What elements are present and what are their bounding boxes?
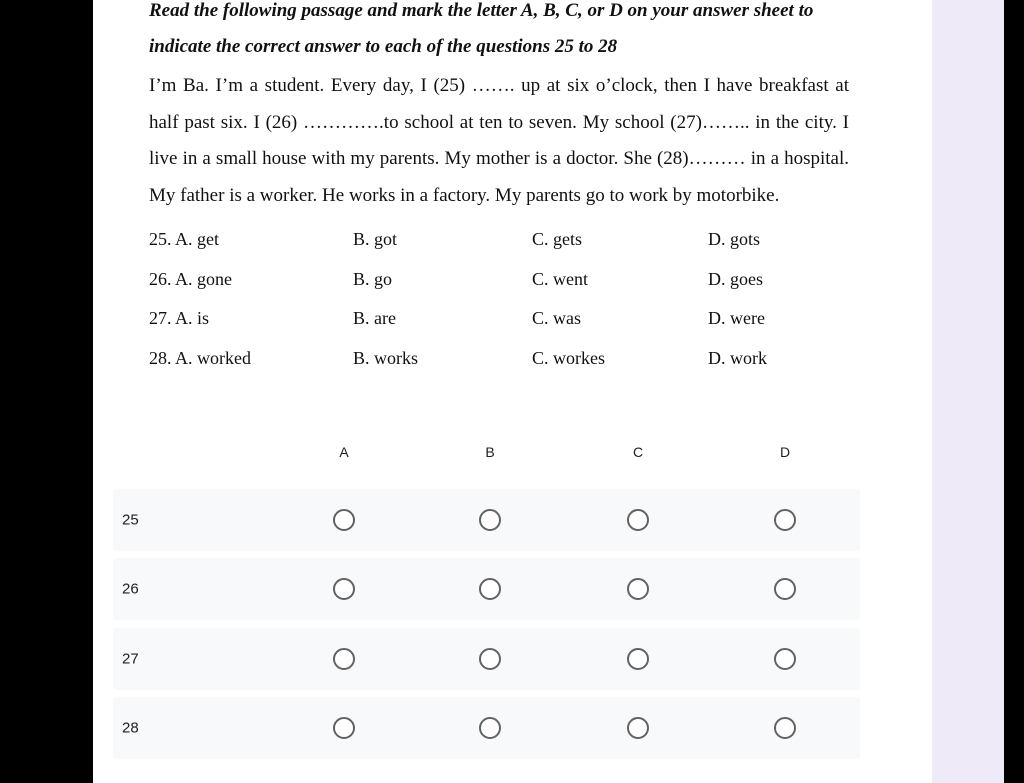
grid-row-28 xyxy=(113,697,860,759)
radio-26-c[interactable] xyxy=(627,578,649,600)
radio-28-c[interactable] xyxy=(627,717,649,739)
option-b: B. got xyxy=(353,229,398,250)
grid-row-26 xyxy=(113,558,860,620)
grid-row-25 xyxy=(113,489,860,551)
options-row-26 xyxy=(149,260,849,300)
radio-28-a[interactable] xyxy=(333,717,355,739)
option-a: 27. A. is xyxy=(149,308,210,329)
option-d: D. were xyxy=(708,308,765,329)
grid-column-headers xyxy=(93,444,932,466)
option-c: C. went xyxy=(532,268,588,289)
question-document xyxy=(149,0,849,378)
radio-26-a[interactable] xyxy=(333,578,355,600)
form-page xyxy=(93,0,932,783)
row-label: 27 xyxy=(122,650,139,668)
radio-26-b[interactable] xyxy=(479,578,501,600)
row-label: 28 xyxy=(122,719,139,737)
side-panel xyxy=(932,0,1004,783)
column-header-c: C xyxy=(632,444,644,460)
radio-27-a[interactable] xyxy=(333,648,355,670)
options-row-28 xyxy=(149,339,849,379)
option-d: D. work xyxy=(708,347,767,368)
column-header-b: B xyxy=(485,444,495,460)
option-b: B. are xyxy=(353,308,396,329)
radio-25-b[interactable] xyxy=(479,509,501,531)
radio-27-c[interactable] xyxy=(627,648,649,670)
options-row-27 xyxy=(149,299,849,339)
passage-text: I’m Ba. I’m a student. Every day, I (25) ……. up at six o’clock, then I have breakfast at half past six. I (26) ………….to school at ten to seven. My school (27)…….. in the city. I live in a small house with my parents. My mother is a doctor. She (28)……… in a hospital. My father is a worker. He works in a factory. My parents go to work by motorbike. xyxy=(149,75,849,206)
options-row-25 xyxy=(149,220,849,260)
option-c: C. was xyxy=(532,308,581,329)
radio-25-d[interactable] xyxy=(774,509,796,531)
options-list xyxy=(149,220,849,378)
radio-25-c[interactable] xyxy=(627,509,649,531)
radio-27-b[interactable] xyxy=(479,648,501,670)
radio-28-b[interactable] xyxy=(479,717,501,739)
row-label: 26 xyxy=(122,580,139,598)
grid-row-27 xyxy=(113,628,860,690)
column-header-a: A xyxy=(339,444,349,460)
option-c: C. workes xyxy=(532,347,605,368)
row-label: 25 xyxy=(122,511,139,529)
radio-26-d[interactable] xyxy=(774,578,796,600)
option-a: 26. A. gone xyxy=(149,268,232,289)
column-header-d: D xyxy=(779,444,791,460)
radio-25-a[interactable] xyxy=(333,509,355,531)
option-d: D. gots xyxy=(708,229,761,250)
option-b: B. go xyxy=(353,268,393,289)
radio-27-d[interactable] xyxy=(774,648,796,670)
option-d: D. goes xyxy=(708,268,763,289)
option-b: B. works xyxy=(353,347,419,368)
radio-28-d[interactable] xyxy=(774,717,796,739)
option-c: C. gets xyxy=(532,229,583,250)
option-a: 25. A. get xyxy=(149,229,219,250)
instruction-text: Read the following passage and mark the letter A, B, C, or D on your answer sheet to indicate the correct answer to each of the questions 25 to 28 xyxy=(149,0,814,57)
option-a: 28. A. worked xyxy=(149,347,251,368)
